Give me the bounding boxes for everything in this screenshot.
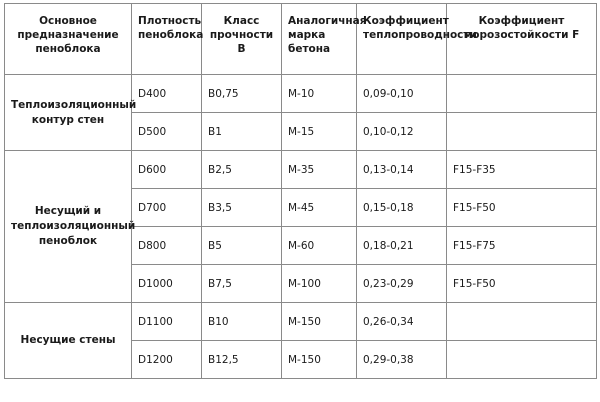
header-frost-resistance: Коэффициент морозостойкости F bbox=[447, 4, 597, 75]
cell-thermal-conductivity: 0,13-0,14 bbox=[357, 151, 447, 189]
group-load-bearing-insulating: Несущий и теплоизоляционный пеноблок bbox=[5, 151, 132, 303]
header-purpose: Основное предназначение пеноблока bbox=[5, 4, 132, 75]
group-load-bearing-walls: Несущие стены bbox=[5, 303, 132, 379]
cell-thermal-conductivity: 0,15-0,18 bbox=[357, 189, 447, 227]
cell-concrete-grade: M-150 bbox=[282, 341, 357, 379]
cell-frost-resistance bbox=[447, 341, 597, 379]
cell-density: D800 bbox=[132, 227, 202, 265]
cell-thermal-conductivity: 0,10-0,12 bbox=[357, 113, 447, 151]
cell-density: D700 bbox=[132, 189, 202, 227]
header-thermal-conductivity: Коэффициент теплопроводности bbox=[357, 4, 447, 75]
cell-strength: B3,5 bbox=[202, 189, 282, 227]
cell-frost-resistance bbox=[447, 75, 597, 113]
cell-thermal-conductivity: 0,09-0,10 bbox=[357, 75, 447, 113]
cell-strength: B12,5 bbox=[202, 341, 282, 379]
cell-thermal-conductivity: 0,23-0,29 bbox=[357, 265, 447, 303]
cell-density: D1100 bbox=[132, 303, 202, 341]
cell-strength: B2,5 bbox=[202, 151, 282, 189]
cell-concrete-grade: M-100 bbox=[282, 265, 357, 303]
group-thermal-insulation: Теплоизоляционный контур стен bbox=[5, 75, 132, 151]
cell-frost-resistance: F15-F50 bbox=[447, 189, 597, 227]
cell-concrete-grade: M-35 bbox=[282, 151, 357, 189]
foam-block-spec-table bbox=[4, 3, 597, 379]
cell-strength: B1 bbox=[202, 113, 282, 151]
cell-strength: B7,5 bbox=[202, 265, 282, 303]
header-row bbox=[5, 4, 597, 75]
header-strength: Класс прочности В bbox=[202, 4, 282, 75]
cell-density: D500 bbox=[132, 113, 202, 151]
cell-frost-resistance: F15-F75 bbox=[447, 227, 597, 265]
cell-concrete-grade: M-10 bbox=[282, 75, 357, 113]
cell-thermal-conductivity: 0,29-0,38 bbox=[357, 341, 447, 379]
cell-concrete-grade: M-15 bbox=[282, 113, 357, 151]
cell-frost-resistance bbox=[447, 303, 597, 341]
cell-density: D1200 bbox=[132, 341, 202, 379]
cell-concrete-grade: M-60 bbox=[282, 227, 357, 265]
cell-thermal-conductivity: 0,18-0,21 bbox=[357, 227, 447, 265]
cell-strength: B10 bbox=[202, 303, 282, 341]
cell-concrete-grade: M-45 bbox=[282, 189, 357, 227]
table-row bbox=[5, 75, 597, 113]
cell-concrete-grade: M-150 bbox=[282, 303, 357, 341]
table-row bbox=[5, 303, 597, 341]
cell-strength: B5 bbox=[202, 227, 282, 265]
cell-frost-resistance: F15-F35 bbox=[447, 151, 597, 189]
cell-thermal-conductivity: 0,26-0,34 bbox=[357, 303, 447, 341]
header-density: Плотность пеноблока bbox=[132, 4, 202, 75]
cell-frost-resistance: F15-F50 bbox=[447, 265, 597, 303]
header-concrete-grade: Аналогичная марка бетона bbox=[282, 4, 357, 75]
table-row bbox=[5, 151, 597, 189]
cell-frost-resistance bbox=[447, 113, 597, 151]
cell-density: D600 bbox=[132, 151, 202, 189]
cell-density: D1000 bbox=[132, 265, 202, 303]
cell-strength: B0,75 bbox=[202, 75, 282, 113]
cell-density: D400 bbox=[132, 75, 202, 113]
